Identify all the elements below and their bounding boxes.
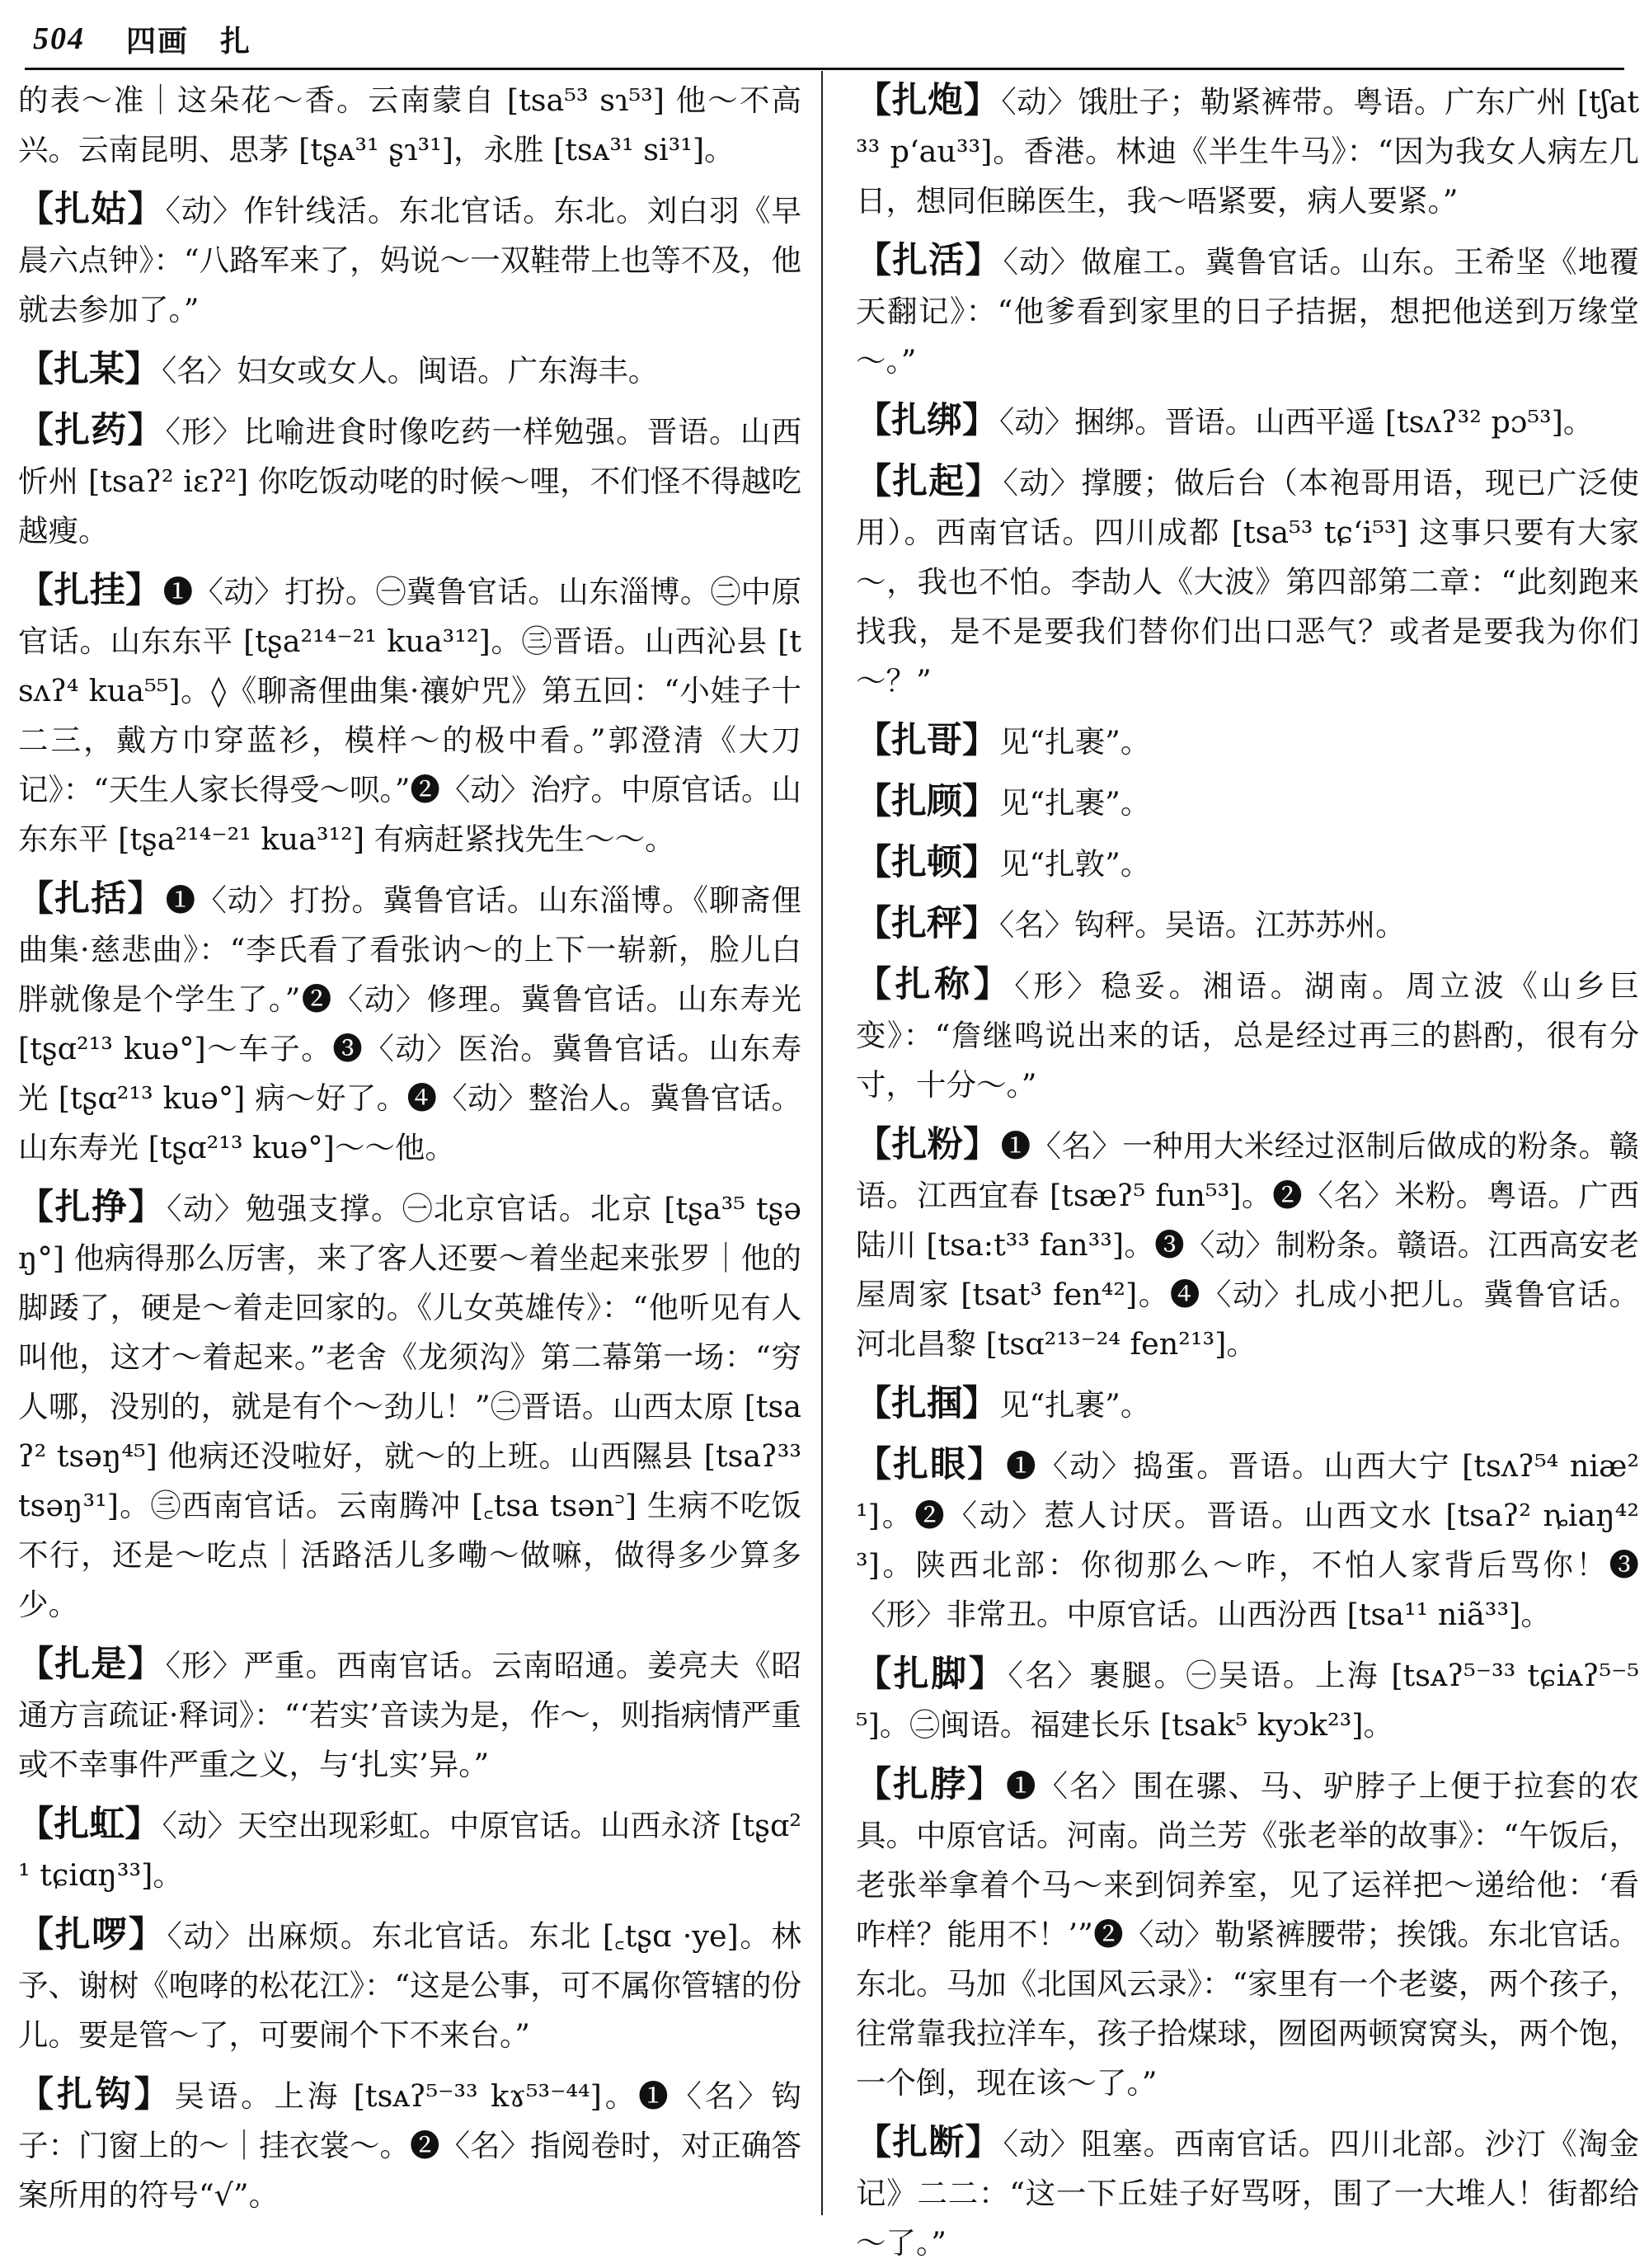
page-header	[33, 18, 1616, 59]
entry-definition: 〈名〉钩秤。吴语。江苏苏州。	[999, 907, 1406, 943]
entry-headword: 【扎姑】	[18, 189, 164, 230]
dictionary-entry	[18, 76, 801, 175]
dictionary-entry	[856, 457, 1639, 706]
entry-headword: 【扎括】	[18, 878, 164, 920]
entry-headword: 【扎某】	[18, 349, 160, 390]
entry-headword: 【扎起】	[856, 461, 1002, 502]
entry-definition: ❶〈名〉一种用大米经过沤制后做成的粉条。赣语。江西宜春 [tsæʔ⁵ fun⁵³]。❷〈名〉米粉。粤语。广西陆川 [tsa:t³³ fan³³]。❸〈动〉制粉条。赣语。江西高安老屋周家 [tsat³ fen⁴²]。❹〈动〉扎成小把儿。冀鲁官话。河北昌黎 [tsɑ²¹³⁻²⁴ fen²¹³]。	[856, 1128, 1640, 1362]
entry-definition: 〈动〉作针线活。东北官话。东北。刘白羽《早晨六点钟》：“八路军来了，妈说～一双鞋带上也等不及，他就去参加了。”	[18, 193, 801, 327]
entry-headword: 【扎绑】	[856, 400, 998, 441]
entry-definition: 〈动〉阻塞。西南官话。四川北部。沙汀《淘金记》二二：“这一下丘娃子好骂呀，围了一大堆人！街都给～了。”	[856, 2126, 1639, 2261]
entry-definition: 〈动〉勉强支撑。㊀北京官话。北京 [tʂa³⁵ tʂəŋ°] 他病得那么厉害，来了客人还要～着坐起来张罗｜他的脚踒了，硬是～着走回家的。《儿女英雄传》：“他听见有人叫他，这才～着起来。”老舍《龙须沟》第二幕第一场：“穷人哪，没别的，就是有个～劲儿！”㊁晋语。山西太原 [tsaʔ² tsəŋ⁴⁵] 他病还没啦好，就～的上班。山西隰县 [tsaʔ³³ tsəŋ³¹]。㊂西南官话。云南腾冲 [꜀tsa tsən꜄] 生病不吃饭不行，还是～吃点｜活路活儿多嘞～做嘛，做得多少算多少。	[18, 1191, 802, 1622]
dictionary-entry	[856, 899, 1639, 950]
entry-headword: 【扎钩】	[18, 2074, 173, 2115]
header-rule	[25, 68, 1624, 70]
dictionary-entry	[856, 838, 1639, 889]
dictionary-entry	[18, 345, 801, 396]
entry-headword: 【扎脚】	[856, 1654, 1007, 1695]
entry-definition: 〈动〉捆绑。晋语。山西平遥 [tsᴧʔ³² pɔ⁵³]。	[999, 404, 1594, 440]
entry-definition: 〈名〉妇女或女人。闽语。广东海丰。	[162, 353, 659, 388]
entry-headword: 【扎挣】	[18, 1187, 166, 1228]
entry-definition: ❶〈动〉打扮。㊀冀鲁官话。山东淄博。㊁中原官话。山东东平 [tʂa²¹⁴⁻²¹ kua³¹²]。㊂晋语。山西沁县 [tsᴧʔ⁴ kua⁵⁵]。◊《聊斋俚曲集·禳妒咒》第五回：“小娃子十二三，戴方巾穿蓝衫，模样～的极中看。”郭澄清《大刀记》：“天生人家长得受～呗。”❷〈动〉治疗。中原官话。山东东平 [tʂa²¹⁴⁻²¹ kua³¹²] 有病赶紧找先生～～。	[18, 574, 802, 857]
entry-headword: 【扎脖】	[856, 1764, 1004, 1805]
entry-definition: ❶〈名〉围在骡、马、驴脖子上便于拉套的农具。中原官话。河南。尚兰芳《张老举的故事》：“午饭后，老张举拿着个马～来到饲养室，见了运祥把～递给他：‘看咋样？能用不！’”❷〈动〉勒紧裤腰带；挨饿。东北官话。东北。马加《北国风云录》：“家里有一个老婆，两个孩子，往常靠我拉洋车，孩子拾煤球，囫囵两顿窝窝头，两个饱，一个倒，现在该～了。”	[856, 1768, 1639, 2101]
right-column	[856, 76, 1640, 2261]
entry-definition: 〈动〉饿肚子；勒紧裤带。粤语。广东广州 [tʃat³³ pʻau³³]。香港。林迪《半生牛马》：“因为我女人病左几日，想同佢睇医生，我～唔紧要，病人要紧。”	[856, 84, 1640, 219]
dictionary-entry	[856, 2118, 1639, 2268]
entry-definition: 〈形〉比喻进食时像吃药一样勉强。晋语。山西忻州 [tsaʔ² iɛʔ²] 你吃饭动咾的时候～哩，不们怪不得越吃越瘦。	[18, 414, 801, 548]
entry-headword: 【扎掴】	[856, 1383, 998, 1424]
entry-headword: 【扎顾】	[856, 781, 998, 822]
entry-headword: 【扎粉】	[856, 1124, 999, 1165]
entry-headword: 【扎断】	[856, 2122, 1002, 2163]
entry-definition: ❶〈动〉打扮。冀鲁官话。山东淄博。《聊斋俚曲集·慈悲曲》：“李氏看了看张讷～的上下一崭新，脸儿白胖就像是个学生了。”❷〈动〉修理。冀鲁官话。山东寿光 [tʂɑ²¹³ kuə°]～车子。❸〈动〉医治。冀鲁官话。山东寿光 [tʂɑ²¹³ kuə°] 病～好了。❹〈动〉整治人。冀鲁官话。山东寿光 [tʂɑ²¹³ kuə°]～～他。	[18, 882, 801, 1165]
dictionary-entry	[18, 1910, 801, 2060]
entry-headword: 【扎称】	[856, 964, 1013, 1005]
entry-headword: 【扎是】	[18, 1644, 164, 1685]
dictionary-entry	[18, 406, 801, 556]
entry-headword: 【扎哥】	[856, 720, 998, 761]
dictionary-entry	[18, 1183, 801, 1630]
dictionary-entry	[856, 1760, 1639, 2108]
entry-headword: 【扎虹】	[18, 1804, 161, 1845]
entry-definition: 的表～准｜这朵花～香。云南蒙自 [tsa⁵³ sɿ⁵³] 他～不高兴。云南昆明、思茅 [tʂᴀ³¹ ʂɿ³¹]，永胜 [tsᴀ³¹ si³¹]。	[18, 82, 801, 167]
dictionary-entry	[18, 1800, 801, 1900]
entry-headword: 【扎活】	[856, 240, 1002, 281]
dictionary-entry	[856, 1120, 1639, 1369]
entry-headword: 【扎药】	[18, 410, 164, 451]
entry-definition: 见“扎敦”。	[999, 846, 1151, 882]
dictionary-entry	[856, 960, 1639, 1110]
dictionary-entry	[856, 236, 1639, 386]
entry-headword: 【扎眼】	[856, 1444, 1005, 1485]
entry-definition: 〈名〉裹腿。㊀吴语。上海 [tsᴀʔ⁵⁻³³ tɕiᴀʔ⁵⁻⁵⁵]。㊁闽语。福建长乐 [tsak⁵ kyɔk²³]。	[856, 1658, 1639, 1743]
entry-definition: 见“扎裹”。	[999, 724, 1151, 760]
page-number: 504	[33, 21, 85, 56]
dictionary-entry	[856, 777, 1639, 828]
dictionary-entry	[856, 1379, 1639, 1430]
entry-definition: 〈动〉天空出现彩虹。中原官话。山西永济 [tʂɑ²¹ tɕiɑŋ³³]。	[18, 1808, 801, 1893]
entry-definition: 〈动〉撑腰；做后台（本袍哥用语，现已广泛使用）。西南官话。四川成都 [tsa⁵³ tɕʻi⁵³] 这事只要有大家～，我也不怕。李劼人《大波》第四部第二章：“此刻跑来找我，是不是要我们替你们出口恶气？或者是要我为你们～？”	[856, 465, 1639, 699]
entry-headword: 【扎啰】	[18, 1914, 166, 1955]
entry-definition: 〈形〉严重。西南官话。云南昭通。姜亮夫《昭通方言疏证·释词》：“‘若实’音读为是，作～，则指病情严重或不幸事件严重之义，与‘扎实’异。”	[18, 1648, 801, 1782]
entry-headword: 【扎挂】	[18, 570, 162, 611]
dictionary-entry	[18, 2070, 801, 2220]
dictionary-entry	[18, 185, 801, 335]
dictionary-entry	[18, 566, 801, 864]
dictionary-entry	[856, 1440, 1639, 1640]
entry-headword: 【扎秤】	[856, 903, 998, 944]
entry-definition: 见“扎裹”。	[999, 785, 1151, 821]
dictionary-entry	[856, 716, 1639, 767]
dictionary-entry	[18, 874, 801, 1173]
dictionary-entry	[18, 1640, 801, 1790]
entry-definition: 〈动〉出麻烦。东北官话。东北 [꜀tʂɑ ·ye]。林予、谢树《咆哮的松花江》：“这是公事，可不属你管辖的份儿。要是管～了，可要闹个下不来台。”	[18, 1918, 802, 2053]
entry-definition: ❶〈动〉捣蛋。晋语。山西大宁 [tsᴧʔ⁵⁴ niæ²¹]。❷〈动〉惹人讨厌。晋语。山西文水 [tsaʔ² ȵiaŋ⁴²³]。陕西北部：你彻那么～咋，不怕人家背后骂你！❸〈形〉非常丑。中原官话。山西汾西 [tsa¹¹ niã³³]。	[856, 1448, 1640, 1632]
dictionary-entry	[856, 396, 1639, 447]
entry-definition: 见“扎裹”。	[999, 1387, 1151, 1423]
column-divider	[821, 71, 823, 2215]
entry-definition: 〈形〉稳妥。湘语。湖南。周立波《山乡巨变》：“詹继鸣说出来的话，总是经过再三的斟酌，很有分寸，十分～。”	[856, 968, 1640, 1103]
entry-headword: 【扎炮】	[856, 80, 1000, 121]
entry-headword: 【扎顿】	[856, 842, 998, 883]
dictionary-entry	[856, 76, 1639, 226]
entry-definition: 吴语。上海 [tsᴀʔ⁵⁻³³ kɤ⁵³⁻⁴⁴]。❶〈名〉钩子：门窗上的～｜挂衣裳～。❷〈名〉指阅卷时，对正确答案所用的符号“√”。	[18, 2078, 802, 2213]
dictionary-entry	[856, 1649, 1639, 1750]
section-title: 四画 扎	[126, 23, 252, 59]
left-column	[18, 76, 801, 2212]
entry-definition: 〈动〉做雇工。冀鲁官话。山东。王希坚《地覆天翻记》：“他爹看到家里的日子拮据，想把他送到万缘堂～。”	[856, 244, 1639, 379]
